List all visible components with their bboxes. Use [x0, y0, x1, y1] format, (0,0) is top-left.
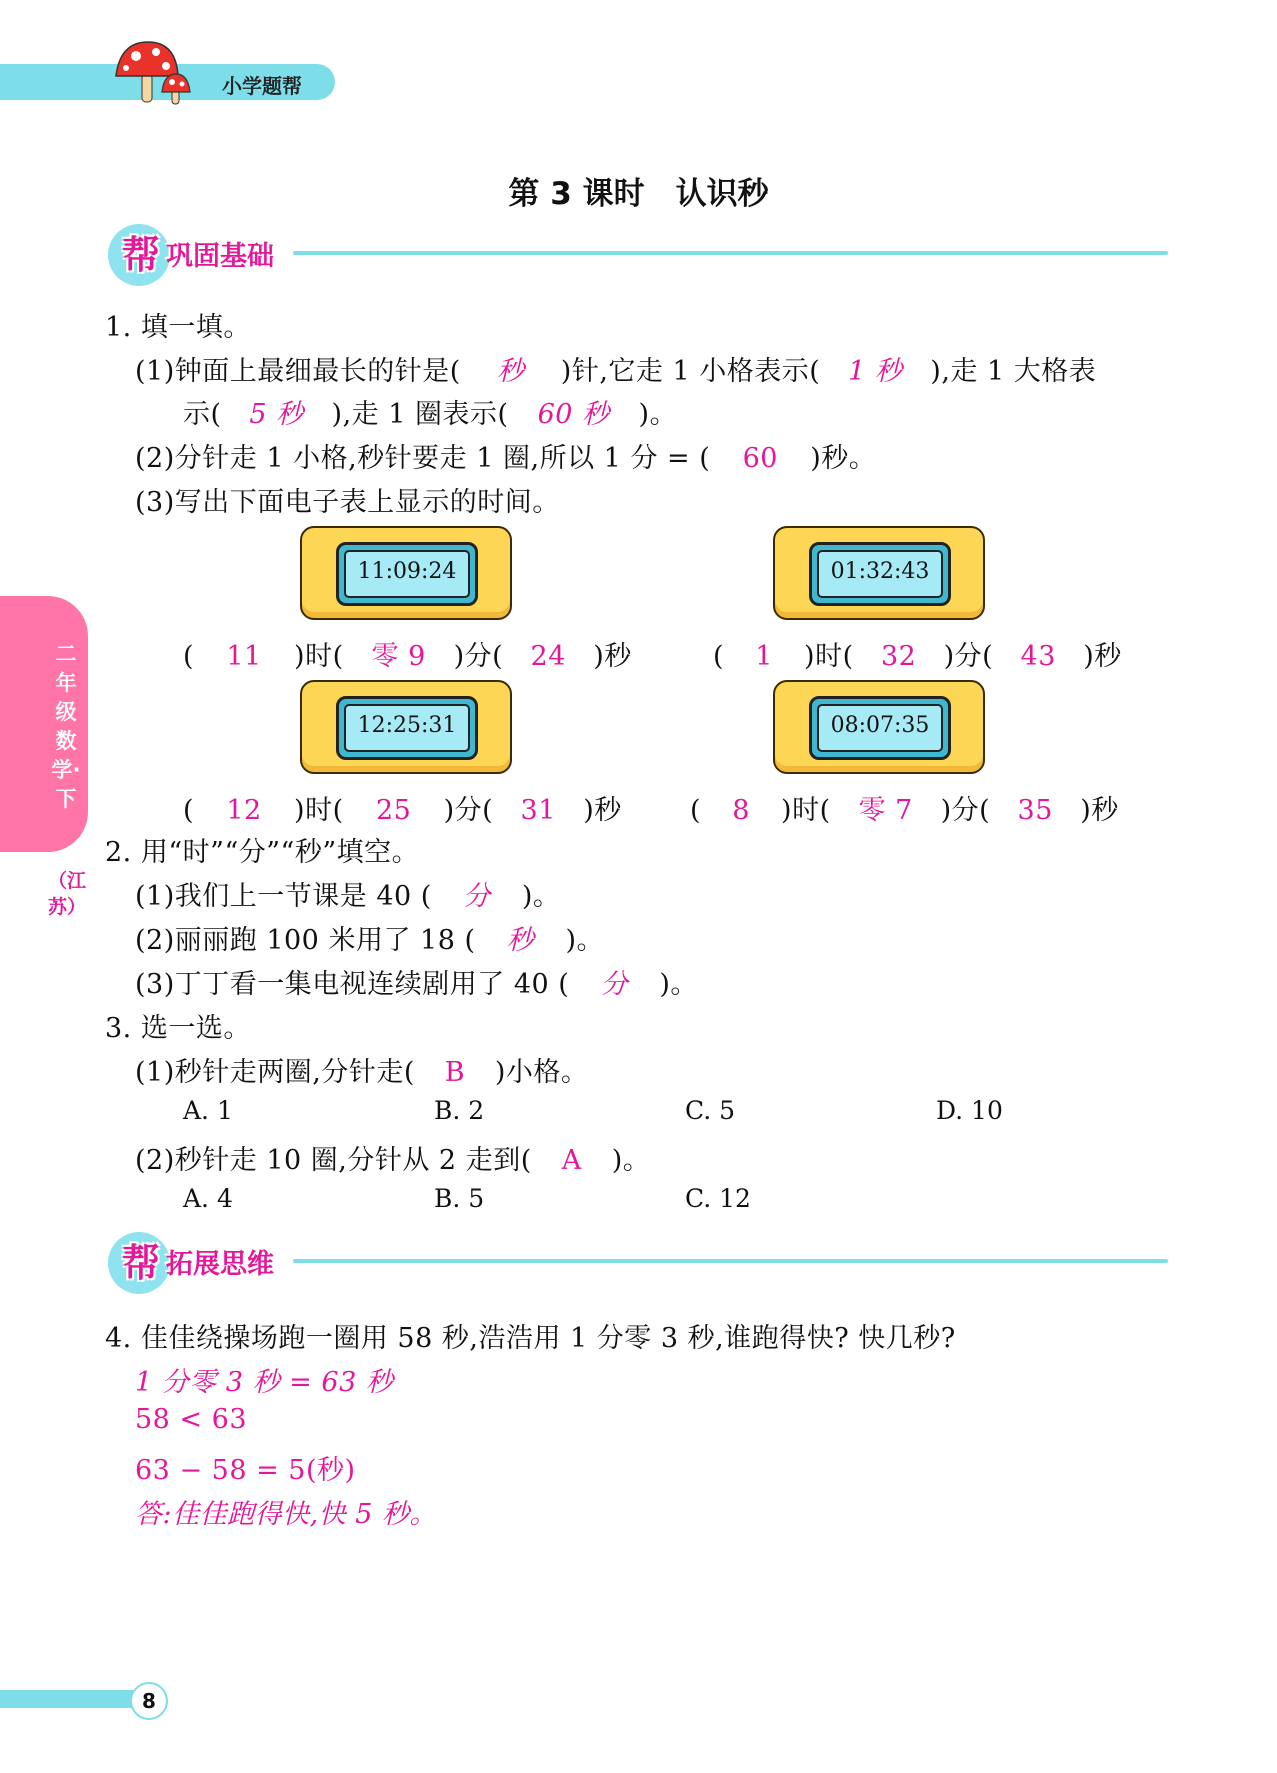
q3-p2-text-a: (2)秒针走 10 圈,分针从 2 走到( — [135, 1145, 532, 1176]
section-header-basic — [108, 220, 1168, 292]
clock-answer-4 — [690, 788, 1119, 827]
q1-p2-text-b: )秒。 — [810, 443, 877, 474]
answer: 43 — [1020, 641, 1056, 672]
q3-p1-text-a: (1)秒针走两圈,分针走( — [135, 1057, 415, 1088]
paren: ( — [690, 795, 702, 826]
answer: 31 — [520, 795, 556, 826]
clock-display: 11:09:24 — [344, 550, 470, 598]
answer: 零 9 — [371, 641, 426, 672]
section-badge-icon: 帮 — [122, 1241, 161, 1285]
digital-clock — [773, 526, 985, 620]
q4-solution-line: 1 分零 3 秒 = 63 秒 — [135, 1367, 394, 1398]
q1-p2-text-a: (2)分针走 1 小格,秒针要走 1 圈,所以 1 分 = ( — [135, 443, 711, 474]
q1-p1-text-e: ),走 1 圈表示( — [331, 399, 509, 430]
clock-screen — [336, 542, 478, 606]
unit-second: )秒 — [1083, 641, 1122, 672]
q1-stem: 1. 填一填。 — [105, 312, 251, 343]
answer: 零 7 — [858, 795, 913, 826]
q1-p1-text-b: )针,它走 1 小格表示( — [560, 356, 821, 387]
q4-stem: 4. 佳佳绕操场跑一圈用 58 秒,浩浩用 1 分零 3 秒,谁跑得快? 快几秒? — [105, 1323, 956, 1354]
q2-p1-text-b: )。 — [521, 881, 561, 912]
clock-answer-2 — [713, 634, 1122, 673]
q1-part3: (3)写出下面电子表上显示的时间。 — [135, 487, 560, 518]
unit-second: )秒 — [1080, 795, 1119, 826]
q1-p1-text-a: (1)钟面上最细最长的针是( — [135, 356, 461, 387]
q3-part2 — [135, 1138, 650, 1177]
paren: ( — [713, 641, 725, 672]
unit-minute: )分( — [943, 641, 994, 672]
unit-hour: )时( — [294, 795, 344, 826]
mushroom-logo-icon — [112, 38, 196, 106]
unit-minute: )分( — [453, 641, 504, 672]
unit-hour: )时( — [804, 641, 854, 672]
section-header-extend — [108, 1228, 1168, 1300]
clock-screen — [809, 542, 951, 606]
q2-stem: 2. 用“时”“分”“秒”填空。 — [105, 837, 420, 868]
unit-minute: )分( — [443, 795, 494, 826]
answer: 12 — [226, 795, 262, 826]
q2-p2-text-a: (2)丽丽跑 100 米用了 18 ( — [135, 925, 476, 956]
q3-p1-text-b: )小格。 — [494, 1057, 589, 1088]
option: C. 5 — [685, 1096, 736, 1125]
q1-part1-line1 — [135, 349, 1096, 388]
answer: 11 — [226, 641, 262, 672]
page-title: 第 3 课时 认识秒 — [508, 176, 769, 212]
q4-solution-line: 58 < 63 — [135, 1404, 248, 1435]
q4-solution-line: 答:佳佳跑得快,快 5 秒。 — [135, 1499, 438, 1530]
clock-display: 08:07:35 — [817, 704, 943, 752]
digital-clock — [300, 526, 512, 620]
side-province-label: （江苏） — [48, 870, 87, 918]
answer: 5 秒 — [249, 399, 304, 430]
q3-stem: 3. 选一选。 — [105, 1013, 251, 1044]
page-number: 8 — [130, 1682, 168, 1720]
option: D. 10 — [936, 1096, 1003, 1125]
digital-clock — [300, 680, 512, 774]
answer: 32 — [880, 641, 917, 672]
option: A. 1 — [183, 1096, 233, 1125]
q2-part2 — [135, 918, 604, 957]
option: C. 12 — [685, 1184, 751, 1213]
answer: 分 — [600, 969, 629, 1000]
q4-solution-line: 63 − 58 = 5(秒) — [135, 1455, 356, 1486]
answer: 25 — [375, 795, 412, 826]
paren: ( — [183, 795, 195, 826]
section-label: 拓展思维 — [166, 1249, 274, 1280]
q1-part1-line2 — [183, 392, 677, 431]
section-rule — [293, 1259, 1168, 1263]
q1-part2 — [135, 436, 876, 475]
q2-part1 — [135, 874, 560, 913]
answer: 60 秒 — [537, 399, 610, 430]
answer: A — [561, 1145, 582, 1176]
answer: 秒 — [497, 356, 525, 387]
answer: 60 — [742, 443, 778, 474]
option: B. 5 — [434, 1184, 485, 1213]
q3-part1 — [135, 1050, 588, 1089]
clock-answer-3 — [183, 788, 622, 827]
unit-hour: )时( — [781, 795, 831, 826]
brand-name: 小学题帮 — [222, 74, 302, 98]
q2-p1-text-a: (1)我们上一节课是 40 ( — [135, 881, 432, 912]
paren: ( — [183, 641, 195, 672]
answer: 1 秒 — [848, 356, 903, 387]
unit-minute: )分( — [940, 795, 991, 826]
section-label: 巩固基础 — [166, 241, 274, 272]
unit-second: )秒 — [583, 795, 622, 826]
digital-clock — [773, 680, 985, 774]
clock-screen — [336, 696, 478, 760]
answer: 1 — [755, 641, 773, 672]
option: B. 2 — [434, 1096, 485, 1125]
clock-display: 01:32:43 — [817, 550, 943, 598]
answer: 35 — [1017, 795, 1053, 826]
answer: 秒 — [506, 925, 535, 956]
option: A. 4 — [183, 1184, 233, 1213]
q1-p1-text-f: )。 — [638, 399, 678, 430]
unit-second: )秒 — [593, 641, 632, 672]
q1-p1-text-c: ),走 1 大格表 — [930, 356, 1097, 387]
q1-p1-text-d: 示( — [183, 399, 222, 430]
q2-part3 — [135, 962, 698, 1001]
q3-p2-text-b: )。 — [611, 1145, 651, 1176]
section-badge-icon: 帮 — [122, 233, 161, 277]
clock-screen — [809, 696, 951, 760]
side-grade-label: 二年级数学·下 — [51, 642, 81, 811]
clock-answer-1 — [183, 634, 632, 673]
section-rule — [293, 251, 1168, 255]
answer: 24 — [530, 641, 566, 672]
answer: 8 — [732, 795, 750, 826]
q2-p3-text-b: )。 — [659, 969, 698, 1000]
q2-p2-text-b: )。 — [565, 925, 605, 956]
q2-p3-text-a: (3)丁丁看一集电视连续剧用了 40 ( — [135, 969, 570, 1000]
answer: 分 — [463, 881, 491, 912]
unit-hour: )时( — [294, 641, 344, 672]
clock-display: 12:25:31 — [344, 704, 470, 752]
footer-bar — [0, 1690, 150, 1708]
answer: B — [444, 1057, 466, 1088]
